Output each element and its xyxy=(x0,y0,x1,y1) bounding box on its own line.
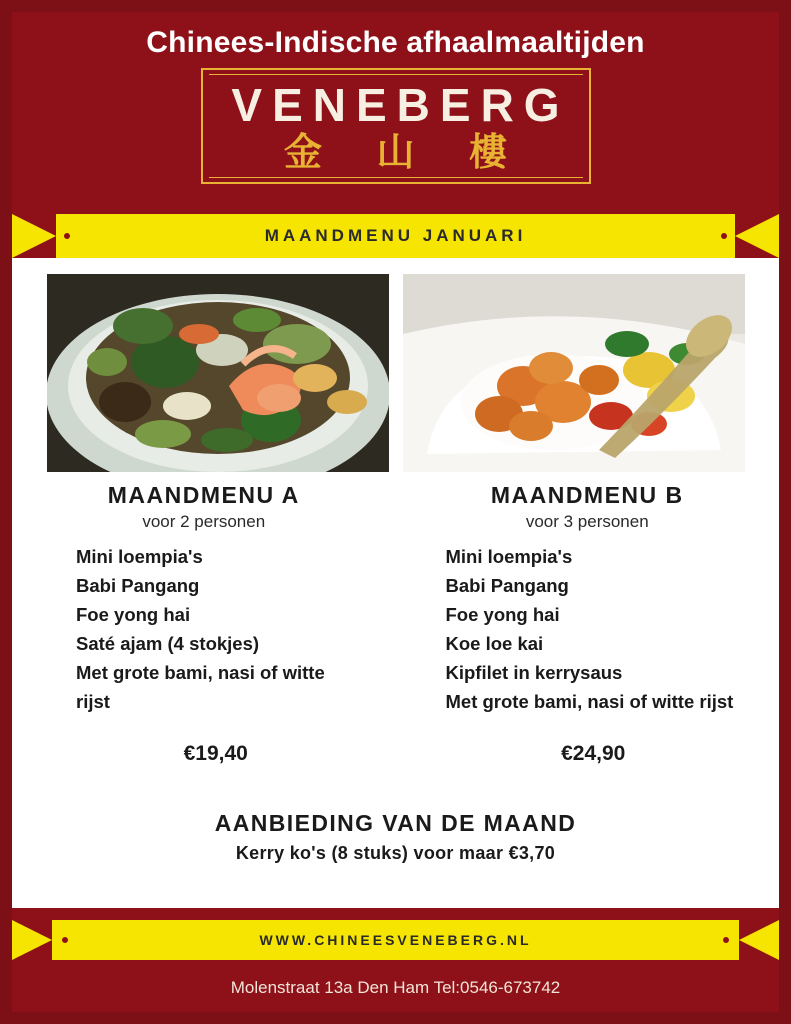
menu-column-b xyxy=(396,482,780,716)
offer-subtitle: Kerry ko's (8 stuks) voor maar €3,70 xyxy=(235,843,556,864)
brand-name: VENEBERG xyxy=(231,79,570,131)
brand-frame xyxy=(201,68,591,184)
banner-ribbon-right xyxy=(735,214,779,258)
menu-b-title: MAANDMENU B xyxy=(490,482,684,508)
list-item: Babi Pangang xyxy=(445,575,569,597)
month-banner xyxy=(12,214,779,258)
menu-b-subtitle: voor 3 personen xyxy=(525,512,649,531)
menu-b-price: €24,90 xyxy=(561,742,626,766)
list-item: Met grote bami, nasi of witte rijst xyxy=(76,662,325,713)
photo-row xyxy=(12,274,779,472)
frame-corner-bottom-right xyxy=(563,156,591,184)
list-item: Foe yong hai xyxy=(445,604,560,626)
brand-name-chinese: 金 山 樓 xyxy=(283,131,530,174)
price-row xyxy=(12,716,779,766)
dish-photo-b xyxy=(403,274,745,472)
footer-ribbon-right xyxy=(739,920,779,960)
list-item: Mini loempia's xyxy=(76,546,203,567)
list-item: Mini loempia's xyxy=(445,546,573,567)
footer-ribbon-left xyxy=(12,920,52,960)
footer-dot-right-icon xyxy=(723,937,729,943)
address-line: Molenstraat 13a Den Ham Tel:0546-673742 xyxy=(230,978,561,997)
menu-a-price: €19,40 xyxy=(183,742,248,766)
footer-dot-left-icon xyxy=(62,937,68,943)
poster-footer xyxy=(12,920,779,1012)
banner-dot-right-icon xyxy=(721,233,727,239)
list-item: Koe loe kai xyxy=(445,633,544,655)
offer-title: AANBIEDING VAN DE MAAND xyxy=(214,810,577,837)
list-item: Met grote bami, nasi of witte rijst xyxy=(445,691,734,713)
poster-body xyxy=(12,258,779,908)
dish-photo-a xyxy=(47,274,389,472)
poster-header xyxy=(12,12,779,208)
header-title: Chinees-Indische afhaalmaaltijden xyxy=(146,26,645,59)
menu-a-subtitle: voor 2 personen xyxy=(142,512,266,531)
menu-a-items xyxy=(64,542,396,716)
banner-ribbon-left xyxy=(12,214,56,258)
menu-columns xyxy=(12,472,779,716)
list-item: Foe yong hai xyxy=(76,604,191,626)
monthly-offer xyxy=(12,766,779,864)
frame-corner-bottom-left xyxy=(201,156,229,184)
list-item: Babi Pangang xyxy=(76,575,200,597)
poster-inner xyxy=(12,12,779,1012)
menu-a-title: MAANDMENU A xyxy=(107,482,300,508)
list-item: Kipfilet in kerrysaus xyxy=(445,662,623,684)
website-banner[interactable] xyxy=(12,920,779,960)
month-banner-text: MAANDMENU JANUARI xyxy=(264,226,527,245)
website-url[interactable]: WWW.CHINEESVENEBERG.NL xyxy=(259,932,532,948)
frame-corner-top-right xyxy=(563,68,591,96)
frame-corner-top-left xyxy=(201,68,229,96)
menu-column-a xyxy=(12,482,396,716)
menu-b-items xyxy=(434,542,780,716)
banner-dot-left-icon xyxy=(64,233,70,239)
list-item: Saté ajam (4 stokjes) xyxy=(76,633,260,655)
